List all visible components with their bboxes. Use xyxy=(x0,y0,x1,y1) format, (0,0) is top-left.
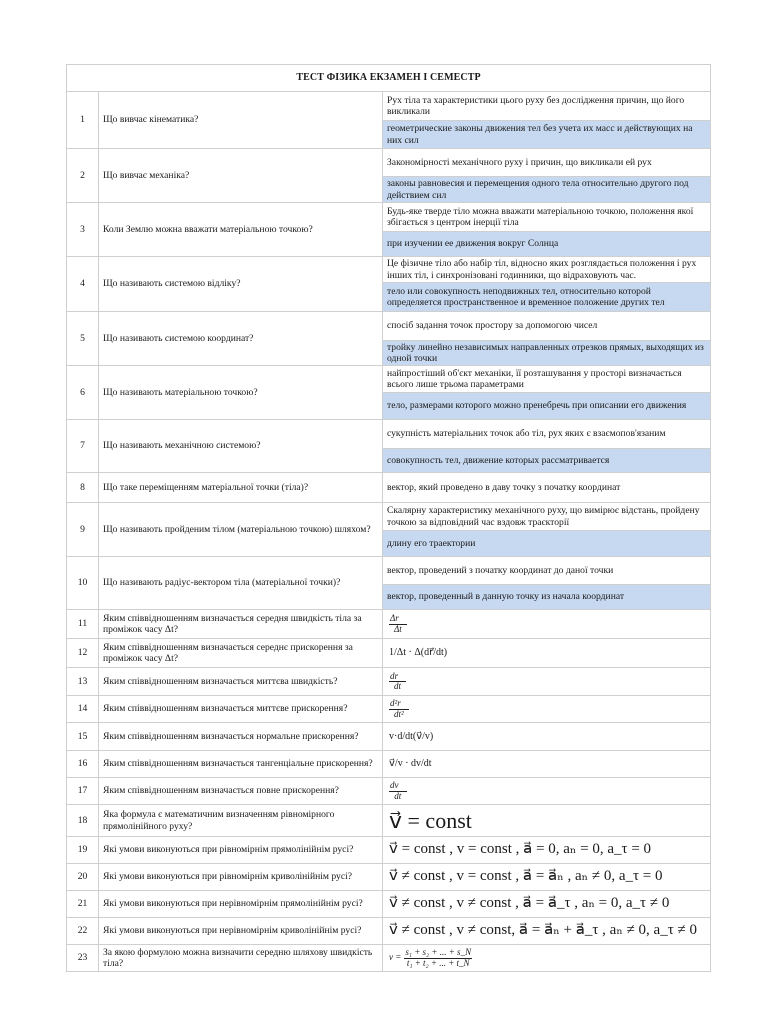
answer-formula xyxy=(383,610,711,639)
question-row xyxy=(67,257,711,312)
question-text: За якою формулою можна визначити середню шляхову швидкість тіла? xyxy=(99,945,383,972)
question-text: Яким співвідношенням визначається нормальне прискорення? xyxy=(99,723,383,751)
answer-russian: при изучении ее движения вокруг Солнца xyxy=(383,231,710,256)
question-text: Що називають радіус-вектором тіла (матеріальної точки)? xyxy=(99,557,383,610)
question-number: 23 xyxy=(67,945,99,972)
answer-russian: длину его траектории xyxy=(383,530,710,556)
answer-cell xyxy=(383,203,711,257)
question-number: 6 xyxy=(67,366,99,420)
question-text: Яким співвідношенням визначається повне прискорення? xyxy=(99,778,383,805)
answer-ukrainian: спосіб задання точок простору за допомогою чисел xyxy=(387,320,598,332)
question-text: Яка формула є математичним визначенням рівномірного прямолінійного руху? xyxy=(99,805,383,837)
question-number: 3 xyxy=(67,203,99,257)
question-text: Що таке переміщенням матеріальної точки (тіла)? xyxy=(99,473,383,503)
question-text: Які умови виконуються при нерівномірнім криволінійнім русі? xyxy=(99,918,383,945)
question-row xyxy=(67,778,711,805)
answer-formula: v⃗/v · dv/dt xyxy=(383,751,711,778)
question-row xyxy=(67,837,711,864)
answer-formula xyxy=(383,668,711,696)
question-row xyxy=(67,918,711,945)
formula-numerator: Δr⃗ xyxy=(390,613,406,624)
answer-cell xyxy=(383,92,711,149)
question-text: Що вивчає механіка? xyxy=(99,149,383,203)
answer-formula xyxy=(383,778,711,805)
answer-formula: v·d/dt(v⃗/v) xyxy=(383,723,711,751)
question-row xyxy=(67,864,711,891)
question-number: 14 xyxy=(67,696,99,723)
question-number: 19 xyxy=(67,837,99,864)
answer-formula xyxy=(383,945,711,972)
question-row xyxy=(67,891,711,918)
answer-russian: законы равновесия и перемещения одного тела относительно другого под действием сил xyxy=(383,176,710,202)
formula-fraction xyxy=(389,699,409,719)
question-text: Яким співвідношенням визначається тангенціальне прискорення? xyxy=(99,751,383,778)
question-row xyxy=(67,557,711,610)
answer-formula: v⃗ ≠ const , v ≠ const, a⃗ = a⃗ₙ + a⃗_τ , aₙ ≠ 0, a_τ ≠ 0 xyxy=(383,918,711,945)
formula-numerator: dv⃗ xyxy=(390,780,406,791)
question-number: 17 xyxy=(67,778,99,805)
question-text: Що називають матеріальною точкою? xyxy=(99,366,383,420)
answer-formula: v⃗ = const xyxy=(383,805,711,837)
question-row xyxy=(67,668,711,696)
question-number: 12 xyxy=(67,639,99,668)
question-number: 15 xyxy=(67,723,99,751)
answer-cell xyxy=(383,257,711,312)
question-row xyxy=(67,149,711,203)
question-number: 10 xyxy=(67,557,99,610)
question-number: 4 xyxy=(67,257,99,312)
answer-russian: совокупность тел, движение которых рассматривается xyxy=(383,448,710,472)
question-row xyxy=(67,723,711,751)
question-number: 1 xyxy=(67,92,99,149)
formula-fraction xyxy=(389,781,407,801)
answer-formula: v⃗ = const , v = const , a⃗ = 0, aₙ = 0, a_τ = 0 xyxy=(383,837,711,864)
question-row xyxy=(67,805,711,837)
answer-cell xyxy=(383,312,711,366)
question-row xyxy=(67,92,711,149)
question-text: Яким співвідношенням визначається середня швидкість тіла за проміжок часу Δt? xyxy=(99,610,383,639)
formula-denominator: dt xyxy=(394,790,402,801)
question-text: Яким співвідношенням визначається миттєве прискорення? xyxy=(99,696,383,723)
answer-ukrainian: вектор, проведений з початку координат до даної точки xyxy=(387,564,614,576)
answer-ukrainian: найпростіший об'єкт механіки, її розташування у просторі визначається всього лише трьома параметрами xyxy=(387,367,682,390)
question-number: 16 xyxy=(67,751,99,778)
question-row xyxy=(67,366,711,420)
question-text: Що називають системою координат? xyxy=(99,312,383,366)
exam-table xyxy=(66,64,711,972)
formula-denominator: dt² xyxy=(394,708,404,719)
question-text: Що вивчає кінематика? xyxy=(99,92,383,149)
formula-prefix: v = xyxy=(389,952,402,963)
question-number: 9 xyxy=(67,503,99,557)
answer-ukrainian: вектор, який проведено в даву точку з початку координат xyxy=(387,481,621,493)
question-text: Що називають механічною системою? xyxy=(99,420,383,473)
page-title: ТЕСТ ФІЗИКА ЕКЗАМЕН І СЕМЕСТР xyxy=(67,65,711,92)
answer-cell xyxy=(383,557,711,610)
question-text: Які умови виконуються при рівномірнім криволінійнім русі? xyxy=(99,864,383,891)
formula-fraction xyxy=(389,672,406,692)
question-number: 21 xyxy=(67,891,99,918)
question-row xyxy=(67,610,711,639)
question-text: Яким співвідношенням визначається середнє прискорення за проміжок часу Δt? xyxy=(99,639,383,668)
question-number: 8 xyxy=(67,473,99,503)
question-row xyxy=(67,312,711,366)
answer-cell xyxy=(383,420,711,473)
question-number: 20 xyxy=(67,864,99,891)
question-row xyxy=(67,639,711,668)
answer-ukrainian: Будь-яке тверде тіло можна вважати матеріальною точкою, положення якої збігається з центром інерції тіла xyxy=(387,205,694,228)
question-text: Що називають пройденим тілом (матеріальною точкою) шляхом? xyxy=(99,503,383,557)
answer-ukrainian: сукупність матеріальних точок або тіл, рух яких є взаємопов'язаним xyxy=(387,428,666,440)
answer-ukrainian: Це фізичне тіло або набір тіл, відносно яких розглядається положення і рух інших тіл, і синхронізовані годинники, що відраховують час. xyxy=(387,258,697,281)
answer-russian: вектор, проведенный в данную точку из начала координат xyxy=(383,584,710,609)
answer-russian: тройку линейно независимых направленных отрезков прямых, выходящих из одной точки xyxy=(383,340,710,365)
question-text: Яким співвідношенням визначається миттєва швидкість? xyxy=(99,668,383,696)
formula-denominator: Δt xyxy=(394,623,402,634)
question-text: Які умови виконуються при нерівномірнім прямолінійнім русі? xyxy=(99,891,383,918)
formula-numerator: s₁ + s₂ + ... + s_N xyxy=(405,947,472,958)
formula-denominator: dt xyxy=(394,681,402,691)
question-number: 2 xyxy=(67,149,99,203)
answer-cell xyxy=(383,366,711,420)
answer-ukrainian: Закономірності механічного руху і причин, що викликали ей рух xyxy=(387,156,652,168)
question-number: 13 xyxy=(67,668,99,696)
question-number: 22 xyxy=(67,918,99,945)
question-row xyxy=(67,203,711,257)
answer-formula: v⃗ ≠ const , v = const , a⃗ = a⃗ₙ , aₙ ≠ 0, a_τ = 0 xyxy=(383,864,711,891)
answer-cell xyxy=(383,149,711,203)
answer-ukrainian: Скалярну характеристику механічного руху, що вимірює відстань, пройдену точкою за відповідний час вздовж траєкторії xyxy=(387,505,700,528)
formula-denominator: t₁ + t₂ + ... + t_N xyxy=(406,957,470,968)
question-text: Які умови виконуються при рівномірнім прямолінійнім русі? xyxy=(99,837,383,864)
answer-russian: геометрические законы движения тел без учета их масс и действующих на них сил xyxy=(383,120,710,148)
answer-formula: v⃗ ≠ const , v ≠ const , a⃗ = a⃗_τ , aₙ = 0, a_τ ≠ 0 xyxy=(383,891,711,918)
answer-cell xyxy=(383,503,711,557)
formula-fraction xyxy=(389,614,407,634)
answer-formula: 1/Δt · Δ(dr⃗/dt) xyxy=(383,639,711,668)
formula-numerator: dr⃗ xyxy=(390,670,406,681)
question-number: 18 xyxy=(67,805,99,837)
question-number: 5 xyxy=(67,312,99,366)
question-number: 11 xyxy=(67,610,99,639)
formula-fraction xyxy=(404,948,472,968)
answer-formula xyxy=(383,696,711,723)
title-row xyxy=(67,65,711,92)
answer-cell xyxy=(383,473,711,503)
question-row xyxy=(67,945,711,972)
question-number: 7 xyxy=(67,420,99,473)
question-text: Що називають системою відліку? xyxy=(99,257,383,312)
answer-russian: тело или совокупность неподвижных тел, относительно которой определяется пространственное и временное положение других тел xyxy=(383,282,710,311)
answer-russian: тело, размерами которого можно пренебречь при описании его движения xyxy=(383,392,710,419)
question-row xyxy=(67,503,711,557)
formula-numerator: d²r⃗ xyxy=(390,698,408,709)
question-text: Коли Землю можна вважати матеріальною точкою? xyxy=(99,203,383,257)
answer-ukrainian: Рух тіла та характеристики цього руху без дослідження причин, що його викликали xyxy=(387,94,685,117)
question-row xyxy=(67,420,711,473)
question-row xyxy=(67,696,711,723)
question-row xyxy=(67,751,711,778)
question-row xyxy=(67,473,711,503)
